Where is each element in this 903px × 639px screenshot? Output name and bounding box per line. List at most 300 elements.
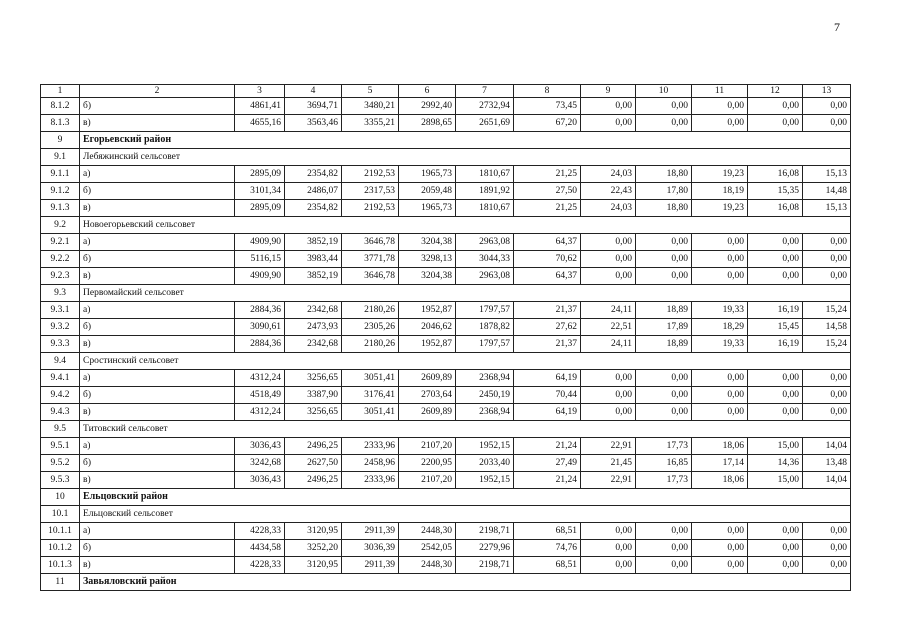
value-cell: 4909,90 (235, 268, 285, 285)
value-cell: 2368,94 (456, 370, 514, 387)
column-number: 2 (80, 85, 235, 98)
value-cell: 2354,82 (285, 200, 342, 217)
value-cell: 0,00 (581, 387, 636, 404)
value-cell: 14,58 (803, 319, 851, 336)
row-code: 9.2.3 (41, 268, 80, 285)
value-cell: 2198,71 (456, 557, 514, 574)
table-row (41, 268, 851, 285)
value-cell: 18,89 (636, 302, 692, 319)
column-number: 6 (399, 85, 456, 98)
table-row (41, 234, 851, 251)
value-cell: 16,08 (748, 166, 803, 183)
value-cell: 21,37 (514, 336, 581, 353)
value-cell: 24,11 (581, 302, 636, 319)
table-row (41, 336, 851, 353)
value-cell: 2496,25 (285, 438, 342, 455)
region-row (41, 574, 851, 591)
council-name: Сростинский сельсовет (80, 353, 851, 370)
value-cell: 0,00 (581, 234, 636, 251)
council-name: Первомайский сельсовет (80, 285, 851, 302)
value-cell: 68,51 (514, 523, 581, 540)
value-cell: 22,51 (581, 319, 636, 336)
value-cell: 2333,96 (342, 472, 399, 489)
value-cell: 18,06 (692, 472, 748, 489)
value-cell: 0,00 (803, 268, 851, 285)
value-cell: 64,19 (514, 370, 581, 387)
row-code: 9.3.3 (41, 336, 80, 353)
value-cell: 3256,65 (285, 370, 342, 387)
column-number: 13 (803, 85, 851, 98)
value-cell: 17,89 (636, 319, 692, 336)
value-cell: 70,44 (514, 387, 581, 404)
value-cell: 14,36 (748, 455, 803, 472)
value-cell: 17,73 (636, 438, 692, 455)
column-number: 10 (636, 85, 692, 98)
value-cell: 2200,95 (399, 455, 456, 472)
value-cell: 0,00 (636, 387, 692, 404)
value-cell: 0,00 (748, 387, 803, 404)
value-cell: 15,13 (803, 200, 851, 217)
value-cell: 16,19 (748, 302, 803, 319)
row-code: 9.2.2 (41, 251, 80, 268)
value-cell: 0,00 (692, 115, 748, 132)
value-cell: 2046,62 (399, 319, 456, 336)
value-cell: 17,14 (692, 455, 748, 472)
row-code: 9.4 (41, 353, 80, 370)
value-cell: 16,08 (748, 200, 803, 217)
value-cell: 2368,94 (456, 404, 514, 421)
value-cell: 2486,07 (285, 183, 342, 200)
council-name: Лебяжинский сельсовет (80, 149, 851, 166)
value-cell: 64,37 (514, 234, 581, 251)
value-cell: 17,80 (636, 183, 692, 200)
column-number: 11 (692, 85, 748, 98)
value-cell: 2192,53 (342, 166, 399, 183)
table-row (41, 523, 851, 540)
row-label: б) (80, 455, 235, 472)
value-cell: 2333,96 (342, 438, 399, 455)
value-cell: 0,00 (803, 98, 851, 115)
row-code: 9.4.3 (41, 404, 80, 421)
column-number: 7 (456, 85, 514, 98)
value-cell: 0,00 (692, 387, 748, 404)
value-cell: 0,00 (803, 251, 851, 268)
value-cell: 1810,67 (456, 166, 514, 183)
column-number: 9 (581, 85, 636, 98)
row-label: в) (80, 200, 235, 217)
value-cell: 2651,69 (456, 115, 514, 132)
row-label: б) (80, 387, 235, 404)
row-label: б) (80, 319, 235, 336)
value-cell: 2609,89 (399, 404, 456, 421)
row-code: 9.2 (41, 217, 80, 234)
council-row (41, 421, 851, 438)
value-cell: 0,00 (748, 98, 803, 115)
value-cell: 0,00 (803, 234, 851, 251)
value-cell: 0,00 (636, 370, 692, 387)
value-cell: 15,35 (748, 183, 803, 200)
value-cell: 3051,41 (342, 404, 399, 421)
value-cell: 0,00 (581, 540, 636, 557)
row-code: 9.1 (41, 149, 80, 166)
value-cell: 2448,30 (399, 523, 456, 540)
value-cell: 0,00 (636, 540, 692, 557)
value-cell: 4434,58 (235, 540, 285, 557)
value-cell: 2884,36 (235, 336, 285, 353)
row-code: 8.1.3 (41, 115, 80, 132)
value-cell: 5116,15 (235, 251, 285, 268)
value-cell: 0,00 (748, 557, 803, 574)
value-cell: 16,19 (748, 336, 803, 353)
value-cell: 21,24 (514, 438, 581, 455)
council-row (41, 285, 851, 302)
value-cell: 3480,21 (342, 98, 399, 115)
value-cell: 4909,90 (235, 234, 285, 251)
table-row (41, 251, 851, 268)
value-cell: 16,85 (636, 455, 692, 472)
value-cell: 14,48 (803, 183, 851, 200)
value-cell: 0,00 (581, 404, 636, 421)
value-cell: 3176,41 (342, 387, 399, 404)
value-cell: 0,00 (636, 404, 692, 421)
value-cell: 2898,65 (399, 115, 456, 132)
value-cell: 68,51 (514, 557, 581, 574)
value-cell: 15,13 (803, 166, 851, 183)
value-cell: 0,00 (803, 523, 851, 540)
table-row (41, 438, 851, 455)
row-code: 8.1.2 (41, 98, 80, 115)
value-cell: 3252,20 (285, 540, 342, 557)
value-cell: 27,62 (514, 319, 581, 336)
value-cell: 4518,49 (235, 387, 285, 404)
row-code: 9.4.2 (41, 387, 80, 404)
value-cell: 1952,87 (399, 302, 456, 319)
value-cell: 3563,46 (285, 115, 342, 132)
value-cell: 15,24 (803, 302, 851, 319)
row-code: 9 (41, 132, 80, 149)
value-cell: 0,00 (692, 234, 748, 251)
table-row (41, 115, 851, 132)
value-cell: 2342,68 (285, 336, 342, 353)
row-code: 9.3.2 (41, 319, 80, 336)
row-label: б) (80, 98, 235, 115)
row-code: 9.5.3 (41, 472, 80, 489)
value-cell: 0,00 (803, 115, 851, 132)
region-row (41, 489, 851, 506)
value-cell: 64,37 (514, 268, 581, 285)
value-cell: 0,00 (692, 370, 748, 387)
value-cell: 3120,95 (285, 557, 342, 574)
value-cell: 74,76 (514, 540, 581, 557)
value-cell: 22,91 (581, 438, 636, 455)
value-cell: 0,00 (803, 540, 851, 557)
value-cell: 4228,33 (235, 557, 285, 574)
row-label: а) (80, 370, 235, 387)
value-cell: 0,00 (636, 523, 692, 540)
value-cell: 3852,19 (285, 268, 342, 285)
column-number: 4 (285, 85, 342, 98)
row-code: 9.5.2 (41, 455, 80, 472)
table-row (41, 183, 851, 200)
value-cell: 17,73 (636, 472, 692, 489)
value-cell: 1965,73 (399, 166, 456, 183)
row-code: 9.3.1 (41, 302, 80, 319)
column-number: 1 (41, 85, 80, 98)
region-name: Завьяловский район (80, 574, 851, 591)
value-cell: 0,00 (692, 268, 748, 285)
value-cell: 18,19 (692, 183, 748, 200)
value-cell: 3694,71 (285, 98, 342, 115)
value-cell: 24,11 (581, 336, 636, 353)
value-cell: 4655,16 (235, 115, 285, 132)
value-cell: 2992,40 (399, 98, 456, 115)
value-cell: 70,62 (514, 251, 581, 268)
value-cell: 3771,78 (342, 251, 399, 268)
table-row (41, 166, 851, 183)
table-row (41, 472, 851, 489)
table-row (41, 455, 851, 472)
value-cell: 0,00 (803, 370, 851, 387)
value-cell: 0,00 (748, 370, 803, 387)
value-cell: 2317,53 (342, 183, 399, 200)
value-cell: 2107,20 (399, 438, 456, 455)
value-cell: 4312,24 (235, 370, 285, 387)
value-cell: 0,00 (636, 557, 692, 574)
value-cell: 27,50 (514, 183, 581, 200)
value-cell: 67,20 (514, 115, 581, 132)
value-cell: 18,89 (636, 336, 692, 353)
value-cell: 0,00 (748, 540, 803, 557)
row-code: 9.4.1 (41, 370, 80, 387)
value-cell: 19,23 (692, 166, 748, 183)
value-cell: 0,00 (636, 268, 692, 285)
council-row (41, 217, 851, 234)
value-cell: 64,19 (514, 404, 581, 421)
value-cell: 24,03 (581, 166, 636, 183)
value-cell: 14,04 (803, 438, 851, 455)
value-cell: 19,33 (692, 302, 748, 319)
value-cell: 2963,08 (456, 234, 514, 251)
row-code: 11 (41, 574, 80, 591)
value-cell: 27,49 (514, 455, 581, 472)
column-number: 5 (342, 85, 399, 98)
table-row (41, 370, 851, 387)
row-label: в) (80, 557, 235, 574)
value-cell: 4228,33 (235, 523, 285, 540)
value-cell: 2884,36 (235, 302, 285, 319)
council-row (41, 353, 851, 370)
council-name: Ельцовский сельсовет (80, 506, 851, 523)
value-cell: 3355,21 (342, 115, 399, 132)
value-cell: 0,00 (692, 404, 748, 421)
table-row (41, 319, 851, 336)
value-cell: 3090,61 (235, 319, 285, 336)
value-cell: 2609,89 (399, 370, 456, 387)
value-cell: 15,45 (748, 319, 803, 336)
value-cell: 0,00 (581, 98, 636, 115)
table-body (41, 85, 851, 591)
row-label: в) (80, 472, 235, 489)
value-cell: 2911,39 (342, 557, 399, 574)
value-cell: 4312,24 (235, 404, 285, 421)
row-label: в) (80, 404, 235, 421)
value-cell: 24,03 (581, 200, 636, 217)
value-cell: 0,00 (748, 404, 803, 421)
value-cell: 0,00 (581, 523, 636, 540)
value-cell: 15,00 (748, 472, 803, 489)
table-row (41, 540, 851, 557)
value-cell: 0,00 (692, 251, 748, 268)
row-label: б) (80, 251, 235, 268)
value-cell: 18,80 (636, 200, 692, 217)
value-cell: 0,00 (581, 268, 636, 285)
value-cell: 0,00 (748, 115, 803, 132)
value-cell: 14,04 (803, 472, 851, 489)
value-cell: 2305,26 (342, 319, 399, 336)
value-cell: 1810,67 (456, 200, 514, 217)
value-cell: 0,00 (692, 557, 748, 574)
column-number: 3 (235, 85, 285, 98)
value-cell: 2192,53 (342, 200, 399, 217)
table-row (41, 200, 851, 217)
council-name: Титовский сельсовет (80, 421, 851, 438)
value-cell: 0,00 (803, 404, 851, 421)
value-cell: 0,00 (636, 115, 692, 132)
value-cell: 3044,33 (456, 251, 514, 268)
value-cell: 22,91 (581, 472, 636, 489)
row-label: а) (80, 166, 235, 183)
value-cell: 2198,71 (456, 523, 514, 540)
table-row (41, 387, 851, 404)
value-cell: 2895,09 (235, 166, 285, 183)
column-number: 8 (514, 85, 581, 98)
value-cell: 2458,96 (342, 455, 399, 472)
value-cell: 2059,48 (399, 183, 456, 200)
value-cell: 3101,34 (235, 183, 285, 200)
value-cell: 0,00 (748, 523, 803, 540)
council-row (41, 149, 851, 166)
value-cell: 2342,68 (285, 302, 342, 319)
value-cell: 19,33 (692, 336, 748, 353)
value-cell: 3983,44 (285, 251, 342, 268)
value-cell: 2033,40 (456, 455, 514, 472)
value-cell: 2911,39 (342, 523, 399, 540)
value-cell: 2732,94 (456, 98, 514, 115)
value-cell: 15,24 (803, 336, 851, 353)
value-cell: 2354,82 (285, 166, 342, 183)
value-cell: 1952,15 (456, 438, 514, 455)
row-code: 9.1.1 (41, 166, 80, 183)
value-cell: 1891,92 (456, 183, 514, 200)
value-cell: 3120,95 (285, 523, 342, 540)
value-cell: 21,25 (514, 200, 581, 217)
table-row (41, 98, 851, 115)
region-row (41, 132, 851, 149)
value-cell: 3204,38 (399, 234, 456, 251)
row-code: 9.5.1 (41, 438, 80, 455)
value-cell: 1797,57 (456, 336, 514, 353)
value-cell: 2107,20 (399, 472, 456, 489)
value-cell: 0,00 (581, 251, 636, 268)
value-cell: 0,00 (803, 387, 851, 404)
value-cell: 2279,96 (456, 540, 514, 557)
value-cell: 0,00 (748, 268, 803, 285)
value-cell: 0,00 (581, 115, 636, 132)
value-cell: 2448,30 (399, 557, 456, 574)
value-cell: 3298,13 (399, 251, 456, 268)
value-cell: 0,00 (636, 98, 692, 115)
value-cell: 1952,15 (456, 472, 514, 489)
value-cell: 13,48 (803, 455, 851, 472)
value-cell: 21,25 (514, 166, 581, 183)
value-cell: 3646,78 (342, 234, 399, 251)
region-name: Егорьевский район (80, 132, 851, 149)
value-cell: 3852,19 (285, 234, 342, 251)
value-cell: 3036,43 (235, 472, 285, 489)
value-cell: 1878,82 (456, 319, 514, 336)
row-code: 9.2.1 (41, 234, 80, 251)
value-cell: 0,00 (692, 540, 748, 557)
row-code: 10.1 (41, 506, 80, 523)
value-cell: 2963,08 (456, 268, 514, 285)
council-name: Новоегорьевский сельсовет (80, 217, 851, 234)
row-code: 9.5 (41, 421, 80, 438)
value-cell: 2180,26 (342, 336, 399, 353)
value-cell: 0,00 (581, 557, 636, 574)
value-cell: 4861,41 (235, 98, 285, 115)
value-cell: 0,00 (748, 251, 803, 268)
row-code: 9.3 (41, 285, 80, 302)
row-label: б) (80, 183, 235, 200)
row-label: б) (80, 540, 235, 557)
value-cell: 0,00 (748, 234, 803, 251)
row-label: а) (80, 523, 235, 540)
value-cell: 22,43 (581, 183, 636, 200)
value-cell: 21,24 (514, 472, 581, 489)
value-cell: 3646,78 (342, 268, 399, 285)
value-cell: 2180,26 (342, 302, 399, 319)
value-cell: 0,00 (692, 98, 748, 115)
row-code: 10 (41, 489, 80, 506)
value-cell: 1952,87 (399, 336, 456, 353)
value-cell: 15,00 (748, 438, 803, 455)
value-cell: 2542,05 (399, 540, 456, 557)
value-cell: 2450,19 (456, 387, 514, 404)
value-cell: 3036,39 (342, 540, 399, 557)
council-row (41, 506, 851, 523)
value-cell: 3036,43 (235, 438, 285, 455)
tariff-table (40, 84, 851, 591)
row-label: в) (80, 268, 235, 285)
row-label: а) (80, 302, 235, 319)
row-label: а) (80, 234, 235, 251)
value-cell: 0,00 (803, 557, 851, 574)
value-cell: 21,37 (514, 302, 581, 319)
column-number: 12 (748, 85, 803, 98)
table-row (41, 557, 851, 574)
value-cell: 3256,65 (285, 404, 342, 421)
value-cell: 1797,57 (456, 302, 514, 319)
value-cell: 2496,25 (285, 472, 342, 489)
value-cell: 3242,68 (235, 455, 285, 472)
value-cell: 19,23 (692, 200, 748, 217)
value-cell: 2473,93 (285, 319, 342, 336)
table-row (41, 302, 851, 319)
value-cell: 3204,38 (399, 268, 456, 285)
value-cell: 73,45 (514, 98, 581, 115)
value-cell: 3387,90 (285, 387, 342, 404)
value-cell: 3051,41 (342, 370, 399, 387)
